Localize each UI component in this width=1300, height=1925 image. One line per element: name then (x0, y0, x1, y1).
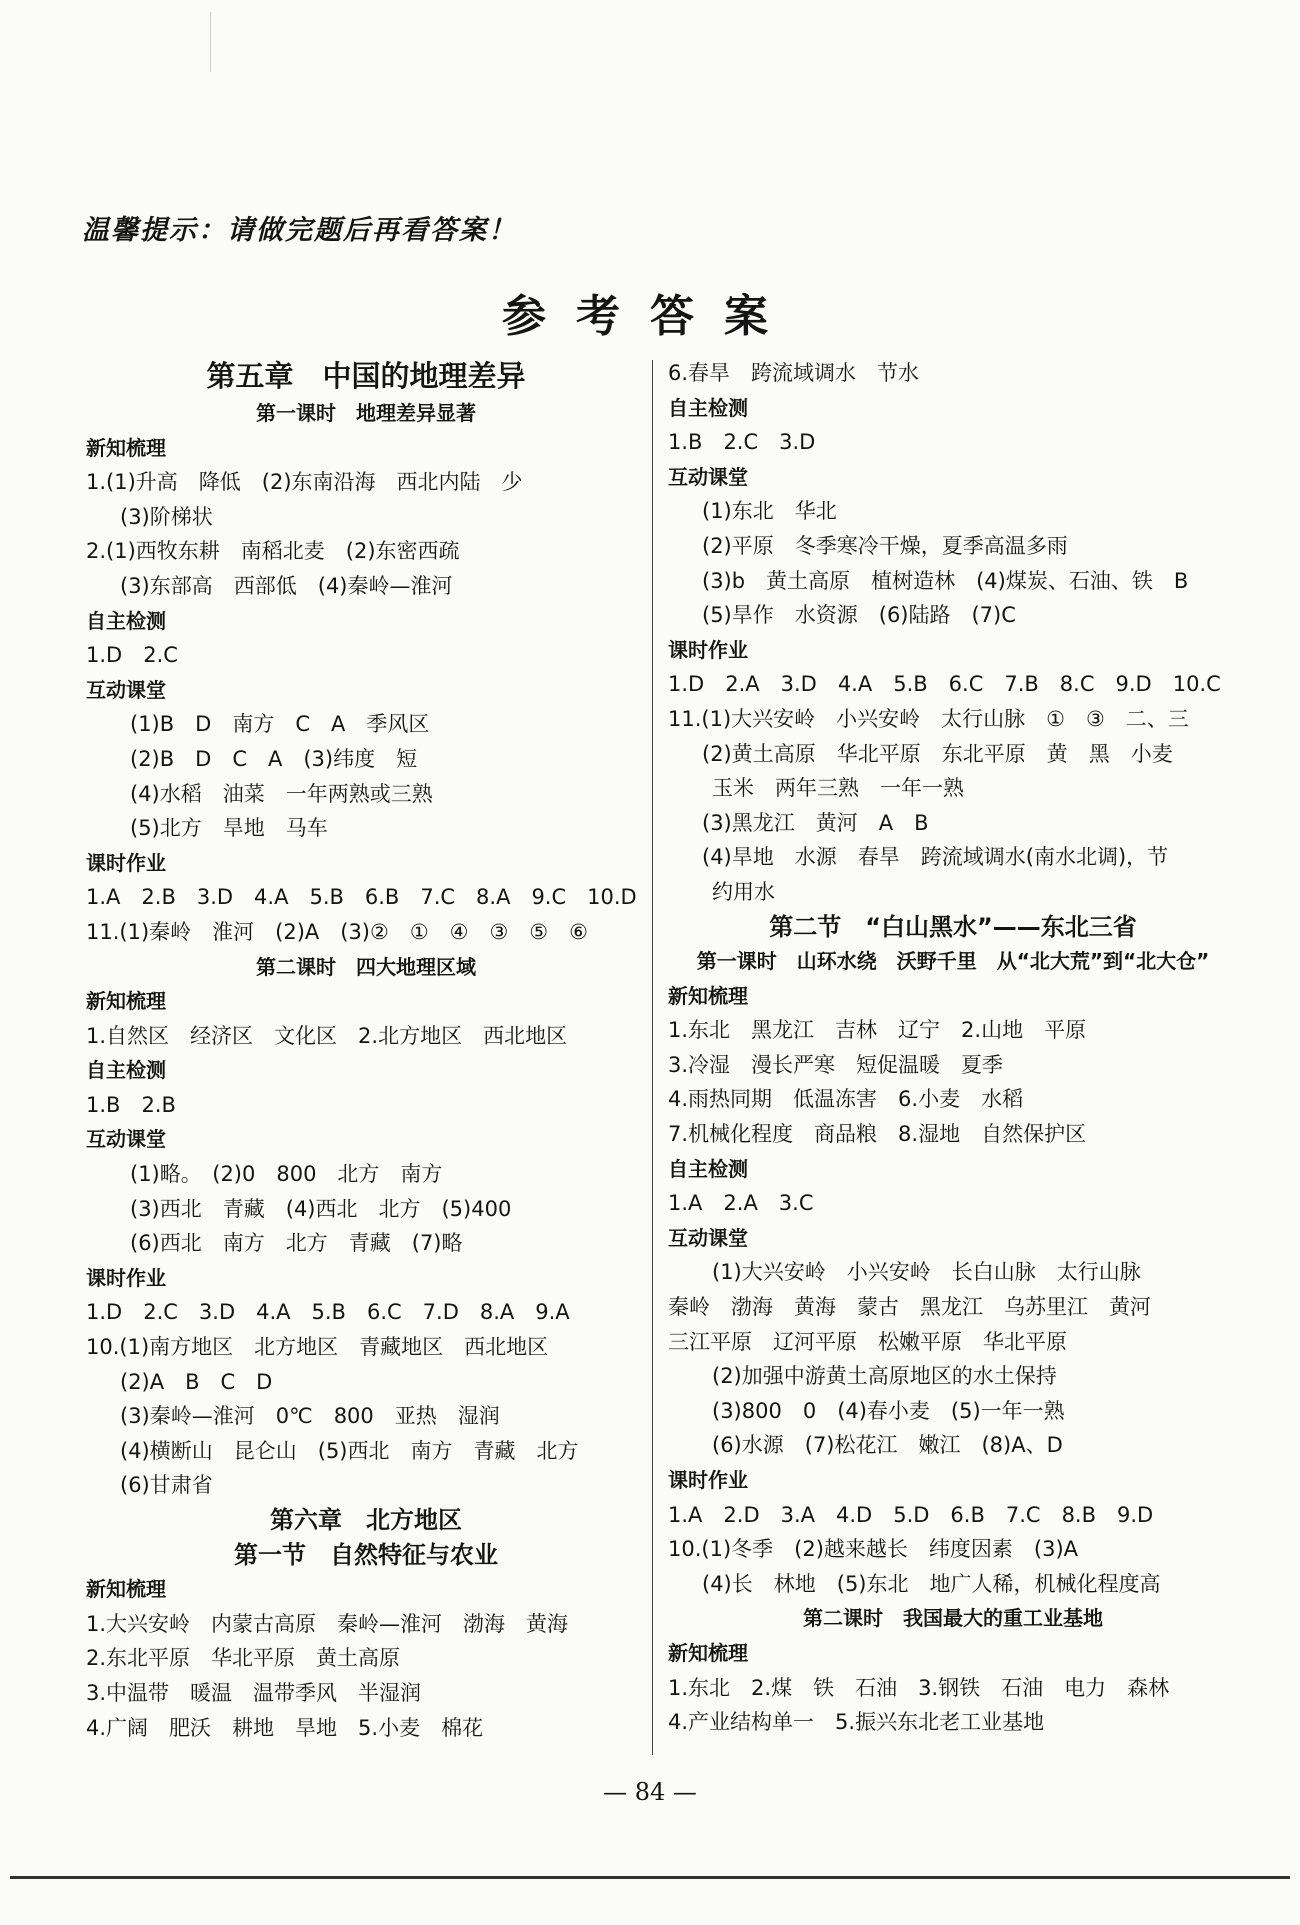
answer-line: 1.A 2.A 3.C (668, 1191, 814, 1216)
answer-line: (4)旱地 水源 春旱 跨流域调水(南水北调)，节 (702, 845, 1169, 870)
answer-line: 1.A 2.D 3.A 4.D 5.D 6.B 7.C 8.B 9.D (668, 1502, 1154, 1527)
answer-line: (4)水稻 油菜 一年两熟或三熟 (130, 781, 433, 806)
answer-line: (3)东部高 西部低 (4)秦岭—淮河 (120, 573, 453, 598)
subsection-label: 课时作业 (668, 1468, 748, 1492)
answer-line: (2)加强中游黄土高原地区的水土保持 (712, 1364, 1057, 1389)
answer-line: 6.春旱 跨流域调水 节水 (668, 361, 920, 385)
answer-line: (1)略。 (2)0 800 北方 南方 (130, 1162, 443, 1187)
answer-line: (4)横断山 昆仑山 (5)西北 南方 青藏 北方 (120, 1438, 579, 1463)
section-heading: 第二节 “白山黑水”——东北三省 (769, 912, 1137, 941)
answer-line: (6)甘肃省 (120, 1473, 213, 1498)
answer-line: (1)东北 华北 (702, 499, 837, 524)
answer-line: (2)平原 冬季寒冷干燥，夏季高温多雨 (702, 533, 1068, 558)
bottom-rule (10, 1876, 1290, 1879)
answer-line: (6)西北 南方 北方 青藏 (7)略 (130, 1231, 463, 1256)
answer-line: (3)b 黄土高原 植树造林 (4)煤炭、石油、铁 B (702, 568, 1189, 593)
answer-line: 4.产业结构单一 5.振兴东北老工业基地 (668, 1710, 1045, 1735)
answer-line: (2)黄土高原 华北平原 东北平原 黄 黑 小麦 (702, 741, 1173, 766)
answer-line: 3.中温带 暖温 温带季风 半湿润 (86, 1680, 422, 1705)
answer-line: 1.东北 黑龙江 吉林 辽宁 2.山地 平原 (668, 1018, 1087, 1043)
subsection-label: 互动课堂 (668, 1225, 748, 1250)
answer-line: 约用水 (712, 879, 775, 904)
answer-line: (3)黑龙江 黄河 A B (702, 810, 929, 835)
answer-line: 4.广阔 肥沃 耕地 旱地 5.小麦 棉花 (86, 1715, 484, 1740)
answer-line: (3)阶梯状 (120, 504, 213, 529)
lesson-heading: 第一课时 地理差异显著 (256, 401, 476, 425)
answer-line: 1.B 2.C 3.D (668, 430, 816, 455)
answer-line: 1.东北 2.煤 铁 石油 3.钢铁 石油 电力 森林 (668, 1675, 1170, 1700)
answer-line: 2.(1)西牧东耕 南稻北麦 (2)东密西疏 (86, 539, 460, 564)
subsection-label: 新知梳理 (86, 435, 166, 460)
answer-line: 1.D 2.C 3.D 4.A 5.B 6.C 7.D 8.A 9.A (86, 1300, 570, 1325)
subsection-label: 课时作业 (668, 637, 748, 662)
answer-line: (5)旱作 水资源 (6)陆路 (7)C (702, 603, 1016, 628)
answer-line: 7.机械化程度 商品粮 8.湿地 自然保护区 (668, 1122, 1087, 1147)
subsection-label: 互动课堂 (86, 677, 166, 702)
answer-line: (2)B D C A (3)纬度 短 (130, 746, 418, 771)
answer-line: (3)800 0 (4)春小麦 (5)一年一熟 (712, 1398, 1065, 1423)
subsection-label: 课时作业 (86, 850, 166, 875)
subsection-label: 自主检测 (668, 1156, 748, 1181)
right-column (668, 356, 1238, 1740)
answer-line: 1.D 2.A 3.D 4.A 5.B 6.C 7.B 8.C 9.D 10.C (668, 672, 1221, 697)
answer-line: 10.(1)南方地区 北方地区 青藏地区 西北地区 (86, 1335, 549, 1360)
answer-line: 1.(1)升高 降低 (2)东南沿海 西北内陆 少 (86, 470, 523, 495)
lesson-heading: 第一课时 山环水绕 沃野千里 从“北大荒”到“北大仓” (696, 949, 1210, 974)
answer-line: (1)B D 南方 C A 季风区 (130, 712, 430, 737)
scan-artifact-line (210, 12, 211, 72)
page-title: 参考答案 (502, 291, 798, 342)
subsection-label: 互动课堂 (668, 464, 748, 489)
answer-line: 1.B 2.B (86, 1092, 176, 1117)
answer-line: 11.(1)秦岭 淮河 (2)A (3)② ① ④ ③ ⑤ ⑥ (86, 919, 588, 944)
answer-line: 1.大兴安岭 内蒙古高原 秦岭—淮河 渤海 黄海 (86, 1611, 569, 1636)
answer-line: 1.自然区 经济区 文化区 2.北方地区 西北地区 (86, 1023, 568, 1048)
answer-line: 玉米 两年三熟 一年一熟 (712, 776, 964, 801)
answer-line: (2)A B C D (120, 1369, 273, 1394)
answer-line: 3.冷湿 漫长严寒 短促温暖 夏季 (668, 1052, 1004, 1077)
subsection-label: 自主检测 (668, 395, 748, 420)
subsection-label: 自主检测 (86, 1058, 166, 1083)
reminder-text: 温馨提示：请做完题后再看答案！ (82, 215, 517, 246)
answer-line: (3)西北 青藏 (4)西北 北方 (5)400 (130, 1196, 512, 1221)
subsection-label: 课时作业 (86, 1265, 166, 1290)
answer-line: (3)秦岭—淮河 0℃ 800 亚热 湿润 (120, 1404, 500, 1429)
answer-line: 10.(1)冬季 (2)越来越长 纬度因素 (3)A (668, 1537, 1079, 1562)
subsection-label: 新知梳理 (668, 983, 748, 1008)
answer-line: (1)大兴安岭 小兴安岭 长白山脉 太行山脉 (712, 1260, 1141, 1285)
subsection-label: 新知梳理 (668, 1640, 748, 1665)
answer-line: (6)水源 (7)松花江 嫩江 (8)A、D (712, 1433, 1063, 1458)
answer-line: 三江平原 辽河平原 松嫩平原 华北平原 (668, 1329, 1067, 1354)
left-column (86, 356, 646, 1745)
answer-line: 2.东北平原 华北平原 黄土高原 (86, 1646, 401, 1671)
subsection-label: 互动课堂 (86, 1127, 166, 1152)
subsection-label: 自主检测 (86, 608, 166, 633)
column-divider (652, 360, 653, 1755)
answer-line: 1.D 2.C (86, 643, 178, 668)
section-heading: 第一节 自然特征与农业 (234, 1540, 498, 1569)
answer-line: 1.A 2.B 3.D 4.A 5.B 6.B 7.C 8.A 9.C 10.D (86, 885, 637, 910)
answer-line: 11.(1)大兴安岭 小兴安岭 太行山脉 ① ③ 二、三 (668, 706, 1189, 731)
page-number: — 84 — (603, 1778, 697, 1806)
subsection-label: 新知梳理 (86, 989, 166, 1014)
lesson-heading: 第二课时 我国最大的重工业基地 (803, 1606, 1103, 1631)
answer-line: 秦岭 渤海 黄海 蒙古 黑龙江 乌苏里江 黄河 (668, 1295, 1151, 1320)
subsection-label: 新知梳理 (86, 1577, 166, 1602)
answer-line: (5)北方 旱地 马车 (130, 816, 328, 841)
chapter-heading: 第五章 中国的地理差异 (206, 359, 526, 393)
lesson-heading: 第二课时 四大地理区域 (256, 954, 476, 979)
answer-line: (4)长 林地 (5)东北 地广人稀，机械化程度高 (702, 1571, 1161, 1596)
section-heading: 第六章 北方地区 (270, 1506, 462, 1534)
answer-line: 4.雨热同期 低温冻害 6.小麦 水稻 (668, 1087, 1024, 1112)
